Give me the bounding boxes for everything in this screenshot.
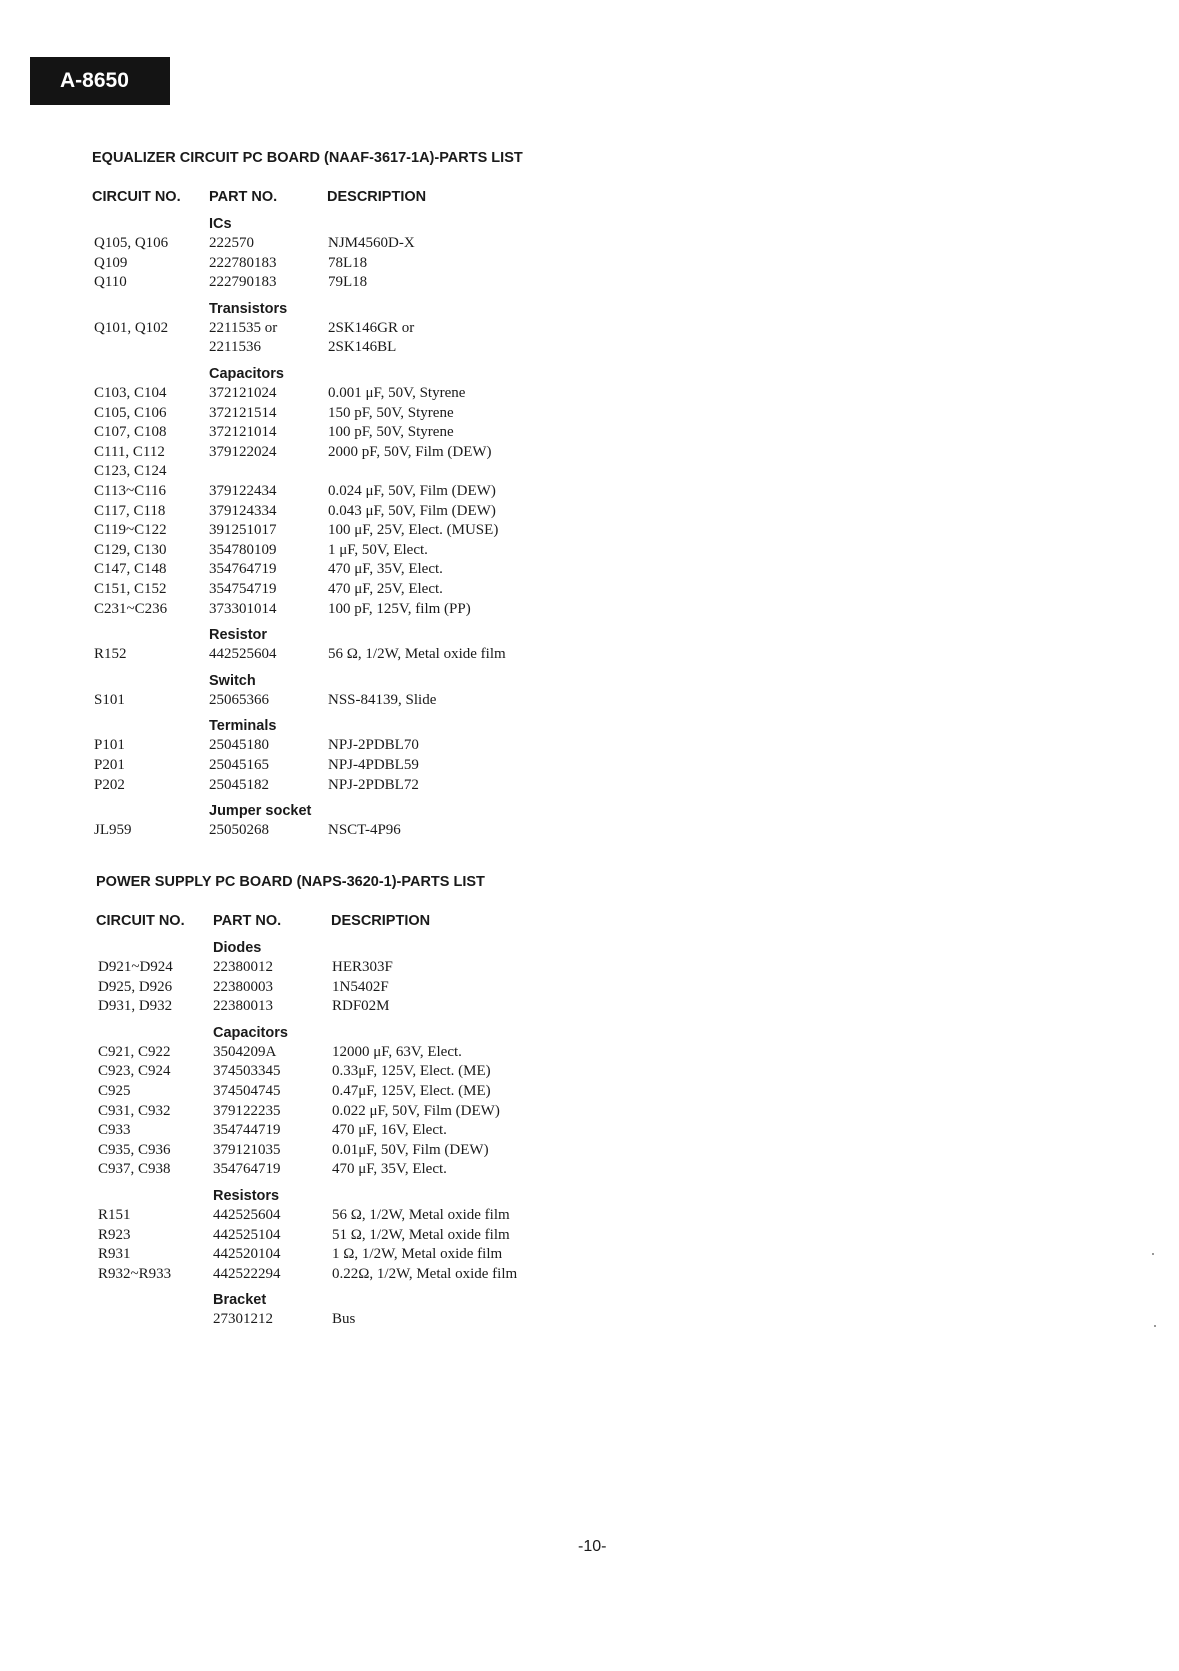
part-number: 22380013 <box>213 998 273 1015</box>
part-description: 12000 μF, 63V, Elect. <box>332 1043 462 1060</box>
part-number: 22380012 <box>213 959 273 975</box>
group-heading: Transistors <box>209 300 288 317</box>
part-number: 379122235 <box>213 1102 281 1119</box>
part-number: 2211536 <box>209 339 261 356</box>
part-description: NPJ-4PDBL59 <box>328 757 419 773</box>
part-description: 0.22Ω, 1/2W, Metal oxide film <box>332 1265 518 1282</box>
part-number: 354764719 <box>209 561 277 578</box>
circuit-number: P202 <box>94 776 125 793</box>
group-heading: ICs <box>209 216 232 232</box>
part-number: 25045165 <box>209 757 269 773</box>
circuit-number: C103, C104 <box>94 385 167 401</box>
circuit-number: C923, C924 <box>98 1063 171 1080</box>
part-number: 379121035 <box>213 1141 281 1158</box>
part-description: 1 μF, 50V, Elect. <box>328 541 428 558</box>
part-number: 442525104 <box>213 1226 281 1243</box>
part-description: 0.01μF, 50V, Film (DEW) <box>332 1141 489 1158</box>
circuit-number: C935, C936 <box>98 1141 171 1158</box>
part-description: 2SK146BL <box>328 339 397 356</box>
part-description: 0.001 μF, 50V, Styrene <box>328 385 466 401</box>
circuit-number: R152 <box>94 646 127 663</box>
part-description: 2000 pF, 50V, Film (DEW) <box>328 443 492 460</box>
part-number: 379124334 <box>209 502 277 519</box>
part-description: 1N5402F <box>332 978 389 995</box>
part-number: 379122434 <box>209 483 277 499</box>
circuit-number: S101 <box>94 691 125 708</box>
part-description: Bus <box>332 1311 356 1328</box>
part-number: 222780183 <box>209 254 277 271</box>
circuit-number: C123, C124 <box>94 463 167 480</box>
circuit-number: R932~R933 <box>98 1265 172 1282</box>
part-description: 470 μF, 35V, Elect. <box>328 561 443 578</box>
section-title: POWER SUPPLY PC BOARD (NAPS-3620-1)-PARTS LIST <box>96 874 485 890</box>
circuit-number: D931, D932 <box>98 998 173 1015</box>
part-description: 0.043 μF, 50V, Film (DEW) <box>328 502 496 519</box>
part-number: 374503345 <box>213 1063 281 1080</box>
circuit-number: C931, C932 <box>98 1102 171 1119</box>
model-badge <box>30 57 170 105</box>
part-number: 354780109 <box>209 541 277 558</box>
part-description: NSCT-4P96 <box>328 822 401 839</box>
part-number: 442520104 <box>213 1246 281 1263</box>
part-number: 27301212 <box>213 1311 273 1328</box>
circuit-number: D921~D924 <box>98 959 173 975</box>
model-badge-label: A-8650 <box>60 69 129 92</box>
part-description: 150 pF, 50V, Styrene <box>328 404 454 421</box>
circuit-number: C151, C152 <box>94 581 167 597</box>
page-number: -10- <box>578 1538 607 1555</box>
section-title: EQUALIZER CIRCUIT PC BOARD (NAAF-3617-1A)-PARTS LIST <box>92 150 523 166</box>
part-number: 372121514 <box>209 404 277 421</box>
circuit-number: C113~C116 <box>94 483 167 499</box>
circuit-number: C105, C106 <box>94 404 167 421</box>
part-description: 470 μF, 25V, Elect. <box>328 581 443 597</box>
circuit-number: Q109 <box>94 254 128 271</box>
circuit-number: C119~C122 <box>94 522 167 539</box>
part-description: 56 Ω, 1/2W, Metal oxide film <box>328 646 506 663</box>
part-description: 100 pF, 125V, film (PP) <box>328 600 471 617</box>
part-description: 470 μF, 16V, Elect. <box>332 1122 447 1139</box>
part-number: 25045182 <box>209 776 269 793</box>
group-heading: Switch <box>209 672 256 689</box>
circuit-number: C231~C236 <box>94 600 168 617</box>
circuit-number: R923 <box>98 1226 131 1243</box>
part-description: NJM4560D-X <box>328 235 415 251</box>
part-number: 442522294 <box>213 1265 281 1282</box>
circuit-number: R931 <box>98 1246 131 1263</box>
circuit-number: Q105, Q106 <box>94 235 169 251</box>
part-number: 2211535 or <box>209 319 278 336</box>
circuit-number: D925, D926 <box>98 978 173 995</box>
part-description: 0.33μF, 125V, Elect. (ME) <box>332 1063 491 1080</box>
part-description: 100 pF, 50V, Styrene <box>328 424 454 441</box>
part-description: 78L18 <box>328 254 368 271</box>
part-description: NPJ-2PDBL72 <box>328 776 419 793</box>
part-number: 374504745 <box>213 1083 281 1099</box>
part-description: RDF02M <box>332 998 390 1015</box>
circuit-number: C925 <box>98 1083 131 1099</box>
group-heading: Jumper socket <box>209 803 312 820</box>
column-header-circuit: CIRCUIT NO. <box>92 189 181 205</box>
part-description: 51 Ω, 1/2W, Metal oxide film <box>332 1226 510 1243</box>
part-number: 222790183 <box>209 274 277 291</box>
circuit-number: C129, C130 <box>94 541 167 558</box>
part-number: 373301014 <box>209 600 277 617</box>
circuit-number: C921, C922 <box>98 1043 171 1060</box>
column-header-description: DESCRIPTION <box>327 189 427 205</box>
part-number: 22380003 <box>213 978 273 995</box>
circuit-number: P201 <box>94 757 125 773</box>
part-description: 0.47μF, 125V, Elect. (ME) <box>332 1083 491 1099</box>
circuit-number: C117, C118 <box>94 502 166 519</box>
part-number: 222570 <box>209 235 254 251</box>
group-heading: Capacitors <box>213 1024 288 1041</box>
part-description: 1 Ω, 1/2W, Metal oxide film <box>332 1246 503 1263</box>
circuit-number: C147, C148 <box>94 561 167 578</box>
part-description: 2SK146GR or <box>328 319 415 336</box>
circuit-number: C107, C108 <box>94 424 167 441</box>
group-heading: Resistors <box>213 1188 280 1204</box>
part-description: 100 μF, 25V, Elect. (MUSE) <box>328 522 499 539</box>
part-number: 379122024 <box>209 443 277 460</box>
part-description: HER303F <box>332 959 393 975</box>
part-number: 3504209A <box>213 1043 277 1060</box>
part-number: 25045180 <box>209 737 269 754</box>
group-heading: Terminals <box>209 718 277 735</box>
part-number: 25065366 <box>209 691 269 708</box>
part-number: 372121014 <box>209 424 277 441</box>
column-header-circuit: CIRCUIT NO. <box>96 913 185 929</box>
scan-speck <box>1152 1253 1154 1255</box>
circuit-number: C111, C112 <box>94 443 165 460</box>
part-number: 25050268 <box>209 822 269 839</box>
circuit-number: C937, C938 <box>98 1161 171 1178</box>
part-number: 354764719 <box>213 1161 281 1178</box>
circuit-number: P101 <box>94 737 125 754</box>
part-number: 391251017 <box>209 522 277 539</box>
circuit-number: R151 <box>98 1207 131 1223</box>
column-header-part: PART NO. <box>209 189 278 205</box>
part-number: 354744719 <box>213 1122 281 1139</box>
part-number: 354754719 <box>209 581 277 597</box>
circuit-number: Q110 <box>94 274 127 291</box>
scan-speck <box>1154 1325 1156 1327</box>
part-description: NPJ-2PDBL70 <box>328 737 419 754</box>
group-heading: Diodes <box>213 940 262 956</box>
part-description: NSS-84139, Slide <box>328 691 437 708</box>
group-heading: Bracket <box>213 1292 267 1309</box>
column-header-part: PART NO. <box>213 913 282 929</box>
part-number: 442525604 <box>213 1207 281 1223</box>
circuit-number: Q101, Q102 <box>94 319 169 336</box>
part-number: 442525604 <box>209 646 277 663</box>
circuit-number: C933 <box>98 1122 131 1139</box>
part-description: 0.022 μF, 50V, Film (DEW) <box>332 1102 500 1119</box>
group-heading: Capacitors <box>209 366 284 382</box>
part-description: 56 Ω, 1/2W, Metal oxide film <box>332 1207 510 1223</box>
part-number: 372121024 <box>209 385 277 401</box>
part-description: 0.024 μF, 50V, Film (DEW) <box>328 483 496 499</box>
part-description: 79L18 <box>328 274 368 291</box>
column-header-description: DESCRIPTION <box>331 913 431 929</box>
group-heading: Resistor <box>209 627 268 644</box>
circuit-number: JL959 <box>94 822 132 839</box>
part-description: 470 μF, 35V, Elect. <box>332 1161 447 1178</box>
